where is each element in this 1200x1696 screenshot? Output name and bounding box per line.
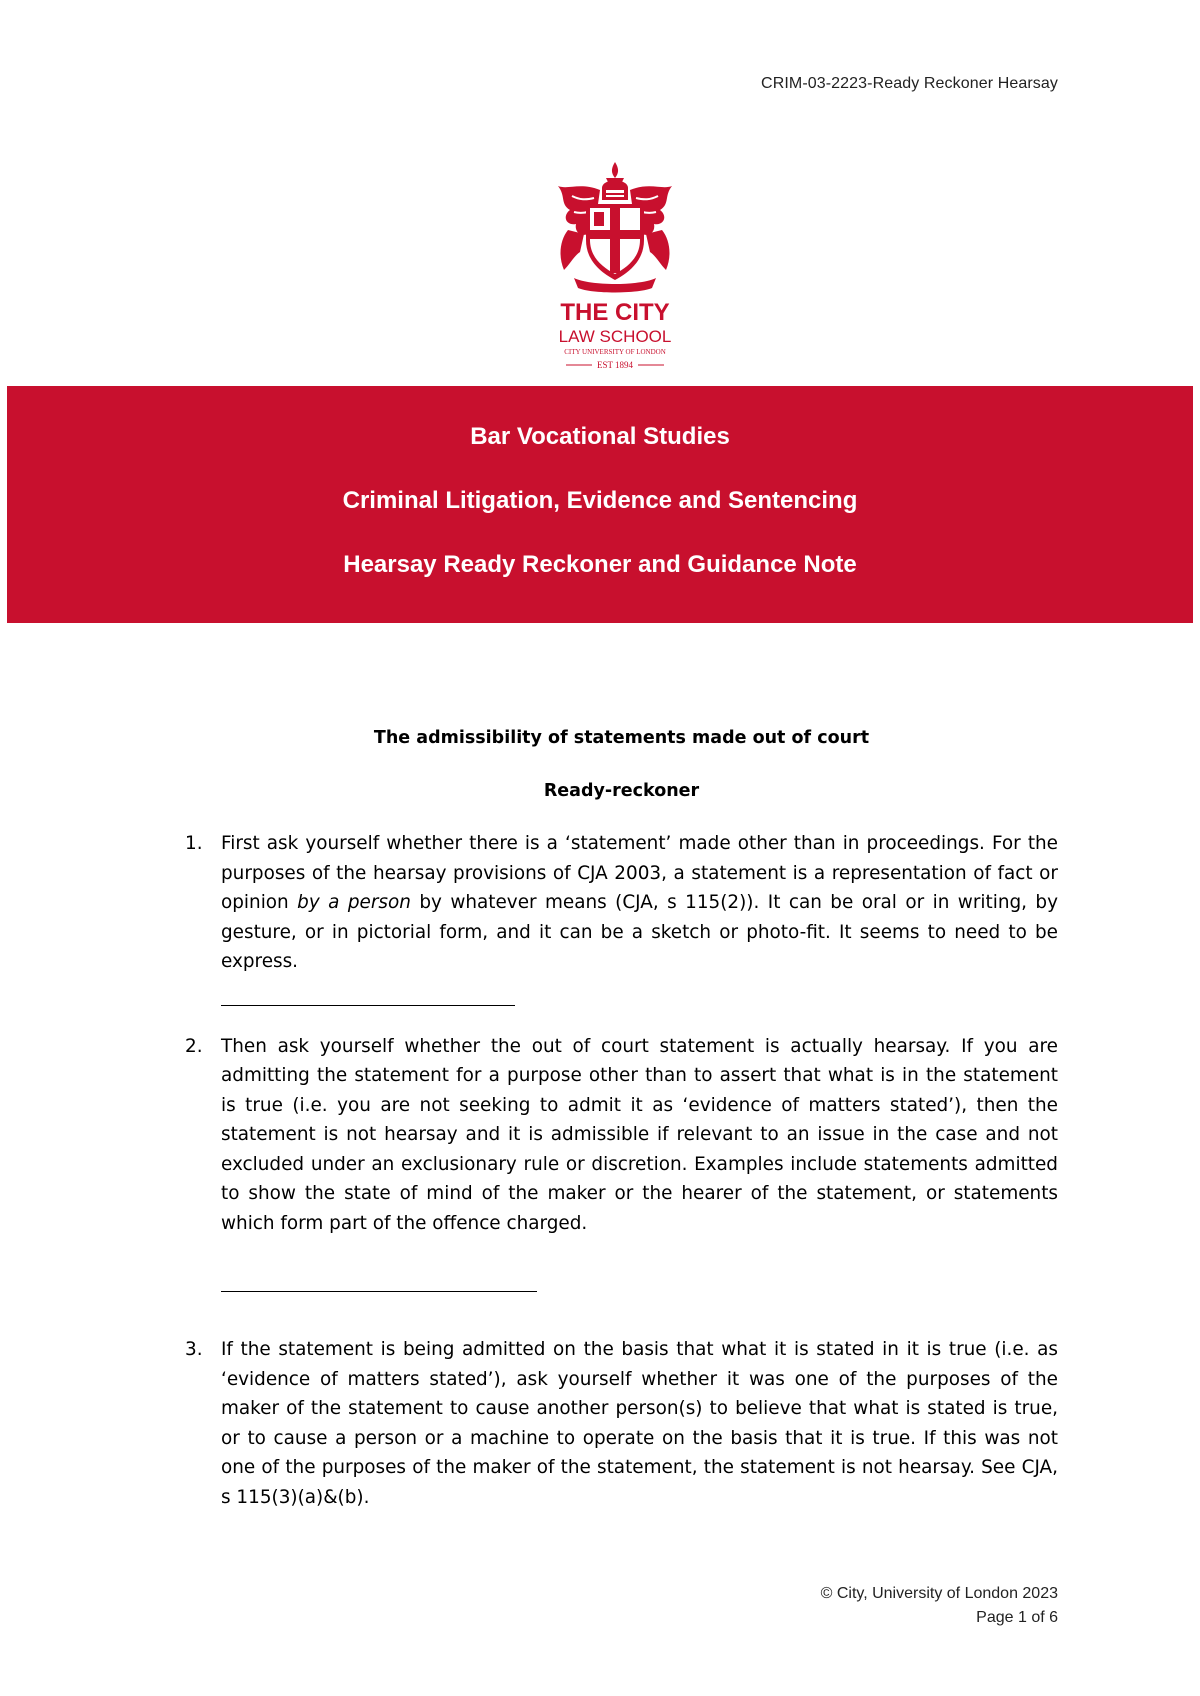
list-item-number: 2. xyxy=(185,1035,203,1057)
list-item-text: First ask yourself whether there is a ‘statement’ made other than in proceedings. For the purposes of the hearsay provisions of CJA 2003, a statement is a representation of fact or opinion xyxy=(221,833,1058,913)
city-law-school-logo xyxy=(540,160,690,375)
page-number: Page 1 of 6 xyxy=(976,1609,1058,1626)
title-banner xyxy=(7,386,1193,623)
banner-module: Criminal Litigation, Evidence and Sentencing xyxy=(342,487,858,514)
separator-line xyxy=(221,1005,515,1006)
logo-name-line1: THE CITY xyxy=(560,299,670,326)
separator-line xyxy=(221,1291,537,1292)
list-item-emphasis: by a person xyxy=(297,892,411,913)
copyright-notice: © City, University of London 2023 xyxy=(820,1585,1058,1602)
logo-name-line2: LAW SCHOOL xyxy=(558,327,672,346)
list-item-text-continued: by whatever means (CJA, s 115(2)). It can be oral or in writing, by gesture, or in pictorial form, and it can be a sketch or photo-fit. It seems to need to be express. xyxy=(221,892,1058,972)
list-item xyxy=(185,1032,1058,1239)
list-item xyxy=(185,1335,1058,1512)
banner-document-title: Hearsay Ready Reckoner and Guidance Note xyxy=(343,551,857,578)
logo-university: CITY UNIVERSITY OF LONDON xyxy=(564,348,666,356)
list-item-number: 1. xyxy=(185,833,203,854)
page-footer xyxy=(821,1582,1058,1630)
document-reference: CRIM-03-2223-Ready Reckoner Hearsay xyxy=(761,75,1058,92)
list-item xyxy=(185,829,1058,977)
banner-programme: Bar Vocational Studies xyxy=(470,423,730,450)
document-body xyxy=(185,728,1058,1512)
section-title: The admissibility of statements made out of court xyxy=(373,728,870,748)
list-item-text: If the statement is being admitted on the basis that what it is stated in it is true (i.e. as ‘evidence of matters stated’), ask yourself whether it was one of the purposes of the maker of the statement to cause another person(s) to believe that what is stated is true, or to cause a person or a machine to operate on the basis that it is true. If this was not one of the purposes of the maker of the statement, the statement is not hearsay. See CJA, s 115(3)(a)&(b). xyxy=(221,1339,1058,1508)
crest-icon xyxy=(540,160,690,375)
list-item-text: Then ask yourself whether the out of court statement is actually hearsay. If you are admitting the statement for a purpose other than to assert that what is in the statement is true (i.e. you are not seeking to admit it as ‘evidence of matters stated’), then the statement is not hearsay and it is admissible if relevant to an issue in the case and not excluded under an exclusionary rule or discretion. Examples include statements admitted to show the state of mind of the maker or the hearer of the statement, or statements which form part of the offence charged. xyxy=(221,1035,1058,1234)
logo-established: EST 1894 xyxy=(596,360,634,370)
section-subtitle: Ready-reckoner xyxy=(543,781,700,801)
list-item-number: 3. xyxy=(185,1339,203,1360)
